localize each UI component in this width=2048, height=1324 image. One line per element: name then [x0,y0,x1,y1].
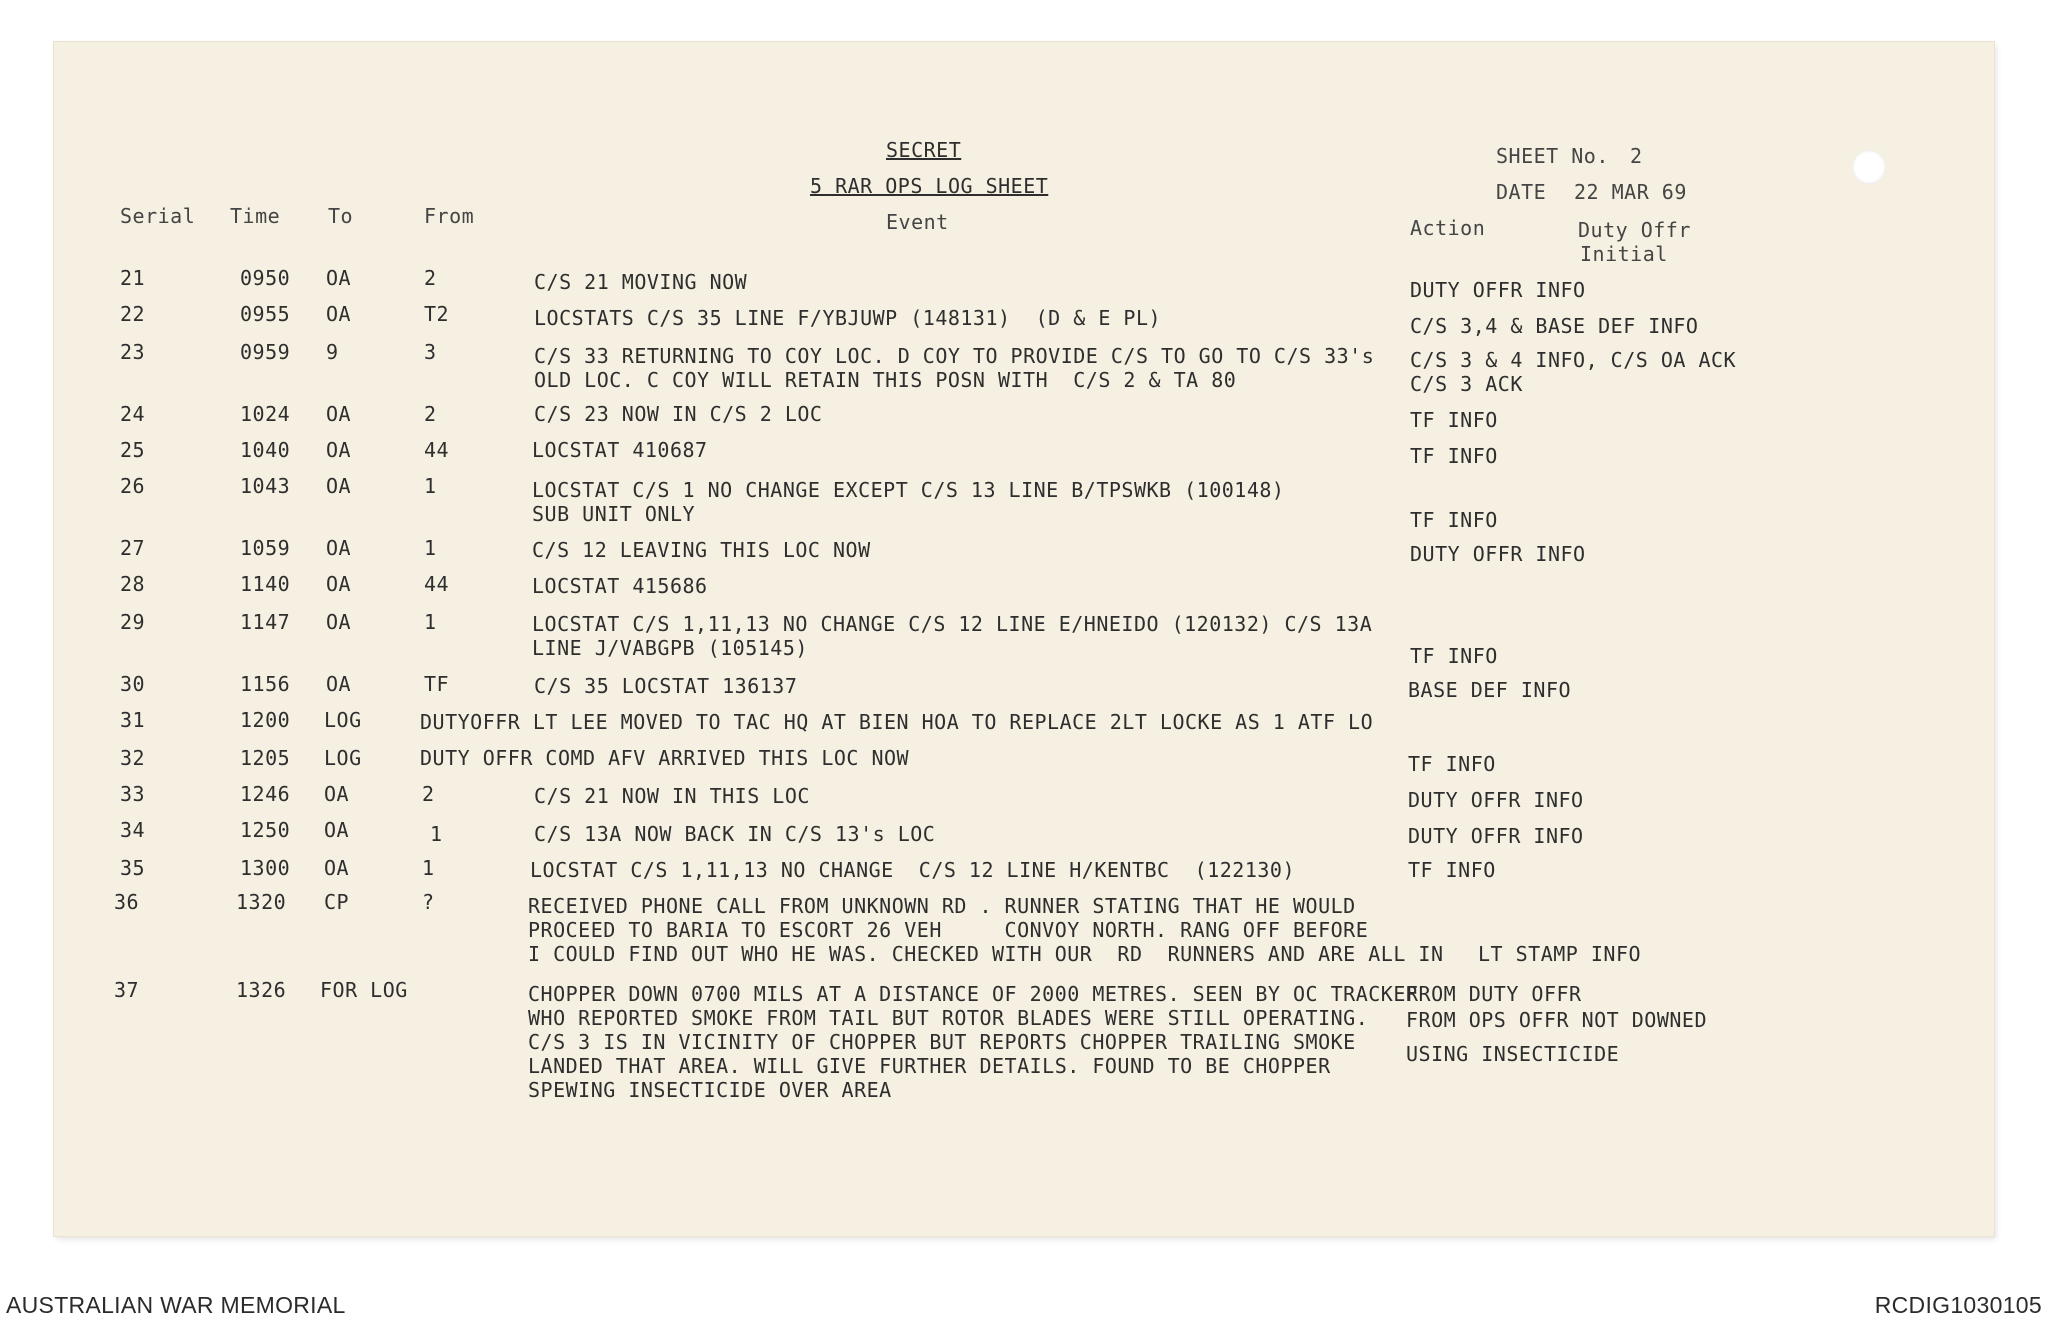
from-cell: 1 [424,536,437,560]
from-cell: 2 [422,782,435,806]
time-cell: 1246 [240,782,291,806]
time-cell: 1140 [240,572,291,596]
serial-cell: 37 [114,978,140,1002]
log-row [54,402,1994,432]
action-cell: TF INFO [1408,858,1496,882]
log-row [54,746,1994,776]
event-cell-line2: LINE J/VABGPB (105145) [532,636,808,660]
to-cell: LOG [324,708,362,732]
serial-cell: 22 [120,302,146,326]
col-action-header: Action [1410,216,1486,240]
action-cell: DUTY OFFR INFO [1410,542,1586,566]
serial-cell: 28 [120,572,146,596]
time-cell: 1059 [240,536,291,560]
action-cell-line2: C/S 3 ACK [1410,372,1523,396]
action-cell: BASE DEF INFO [1408,678,1572,702]
serial-cell: 31 [120,708,146,732]
date-value: 22 MAR 69 [1574,180,1687,204]
time-cell: 1043 [240,474,291,498]
event-cell: DUTYOFFR LT LEE MOVED TO TAC HQ AT BIEN HOA TO REPLACE 2LT LOCKE AS 1 ATF LO [420,710,1374,734]
event-cell-line2: OLD LOC. C COY WILL RETAIN THIS POSN WITH C/S 2 & TA 80 [534,368,1237,392]
to-cell: LOG [324,746,362,770]
serial-cell: 33 [120,782,146,806]
event-cell-line3: C/S 3 IS IN VICINITY OF CHOPPER BUT REPORTS CHOPPER TRAILING SMOKE [528,1030,1356,1054]
log-row [54,818,1994,848]
time-cell: 1326 [236,978,287,1002]
log-row [54,536,1994,566]
serial-cell: 27 [120,536,146,560]
from-cell: TF [424,672,450,696]
event-cell: C/S 21 MOVING NOW [534,270,748,294]
from-cell: 1 [430,822,443,846]
action-cell: C/S 3 & 4 INFO, C/S OA ACK [1410,348,1737,372]
time-cell: 1320 [236,890,287,914]
log-row [54,302,1994,338]
col-event-header: Event [886,210,949,234]
event-cell: LOCSTAT C/S 1,11,13 NO CHANGE C/S 12 LINE H/KENTBC (122130) [530,858,1296,882]
serial-cell: 24 [120,402,146,426]
log-row [54,708,1994,732]
time-cell: 1040 [240,438,291,462]
event-cell-line4: LANDED THAT AREA. WILL GIVE FURTHER DETAILS. FOUND TO BE CHOPPER [528,1054,1331,1078]
punch-hole [1852,150,1886,184]
to-cell: OA [324,782,350,806]
date-label: DATE [1496,180,1547,204]
time-cell: 1147 [240,610,291,634]
to-cell: OA [326,402,352,426]
to-cell: OA [326,672,352,696]
log-row [54,782,1994,812]
to-cell: OA [326,572,352,596]
to-cell: OA [326,438,352,462]
serial-cell: 34 [120,818,146,842]
serial-cell: 32 [120,746,146,770]
action-cell: C/S 3,4 & BASE DEF INFO [1410,314,1699,338]
from-cell: 3 [424,340,437,364]
to-cell: OA [326,536,352,560]
event-cell: RECEIVED PHONE CALL FROM UNKNOWN RD . RUNNER STATING THAT HE WOULD [528,894,1356,918]
log-row [54,474,1994,532]
event-cell-line3: I COULD FIND OUT WHO HE WAS. CHECKED WITH OUR RD RUNNERS AND ARE ALL IN [528,942,1444,966]
from-cell: 44 [424,438,450,462]
action-cell: TF INFO [1410,444,1498,468]
to-cell: CP [324,890,350,914]
serial-cell: 23 [120,340,146,364]
time-cell: 1205 [240,746,291,770]
serial-cell: 25 [120,438,146,462]
time-cell: 1024 [240,402,291,426]
action-cell-line3: LT STAMP INFO [1478,942,1642,966]
ops-log-sheet [54,42,1994,1236]
time-cell: 0955 [240,302,291,326]
document-title: 5 RAR OPS LOG SHEET [810,174,1049,198]
serial-cell: 30 [120,672,146,696]
action-cell: DUTY OFFR INFO [1408,788,1584,812]
to-cell: OA [326,610,352,634]
to-cell: OA [324,818,350,842]
event-cell: C/S 21 NOW IN THIS LOC [534,784,810,808]
action-cell: DUTY OFFR INFO [1408,824,1584,848]
event-cell: LOCSTAT C/S 1,11,13 NO CHANGE C/S 12 LINE E/HNEIDO (120132) C/S 13A [532,612,1373,636]
serial-cell: 35 [120,856,146,880]
to-cell: OA [324,856,350,880]
serial-cell: 29 [120,610,146,634]
time-cell: 0959 [240,340,291,364]
to-cell: OA [326,266,352,290]
serial-cell: 21 [120,266,146,290]
log-row [54,856,1994,880]
col-to-header: To [328,204,354,228]
from-cell: 2 [424,266,437,290]
serial-cell: 36 [114,890,140,914]
from-cell: 1 [424,474,437,498]
col-initial-header: Initial [1580,242,1668,266]
action-cell-line3: USING INSECTICIDE [1406,1042,1620,1066]
event-cell: LOCSTAT 410687 [532,438,708,462]
to-cell: 9 [326,340,339,364]
event-cell: LOCSTATS C/S 35 LINE F/YBJUWP (148131) (D & E PL) [534,306,1162,330]
log-row [54,572,1994,596]
log-row [54,438,1994,468]
time-cell: 1250 [240,818,291,842]
action-cell: TF INFO [1410,408,1498,432]
to-cell: OA [326,474,352,498]
event-cell-line2: WHO REPORTED SMOKE FROM TAIL BUT ROTOR BLADES WERE STILL OPERATING. [528,1006,1369,1030]
to-cell: OA [326,302,352,326]
log-row [54,266,1994,302]
event-cell: LOCSTAT C/S 1 NO CHANGE EXCEPT C/S 13 LINE B/TPSWKB (100148) [532,478,1285,502]
log-row [54,978,1994,1102]
action-cell-line2: FROM OPS OFFR NOT DOWNED [1406,1008,1707,1032]
action-cell: DUTY OFFR INFO [1410,278,1586,302]
event-cell-line2: PROCEED TO BARIA TO ESCORT 26 VEH CONVOY NORTH. RANG OFF BEFORE [528,918,1369,942]
serial-cell: 26 [120,474,146,498]
event-cell: LOCSTAT 415686 [532,574,708,598]
event-cell: CHOPPER DOWN 0700 MILS AT A DISTANCE OF 2000 METRES. SEEN BY OC TRACKER [528,982,1419,1006]
archive-credit: AUSTRALIAN WAR MEMORIAL [6,1292,346,1318]
event-cell: DUTY OFFR COMD AFV ARRIVED THIS LOC NOW [420,746,910,770]
from-cell: 44 [424,572,450,596]
to-cell: FOR LOG [320,978,408,1002]
event-cell: C/S 33 RETURNING TO COY LOC. D COY TO PROVIDE C/S TO GO TO C/S 33's [534,344,1375,368]
action-cell-line2: TF INFO [1410,508,1498,532]
col-serial-header: Serial [120,204,196,228]
log-row [54,890,1994,966]
event-cell-line5: SPEWING INSECTICIDE OVER AREA [528,1078,892,1102]
action-cell: FROM DUTY OFFR [1406,982,1582,1006]
sheet-number-label: SHEET No. [1496,144,1609,168]
from-cell: T2 [424,302,450,326]
from-cell: 2 [424,402,437,426]
log-row [54,610,1994,668]
log-row [54,672,1994,702]
from-cell: ? [422,890,435,914]
event-cell: C/S 23 NOW IN C/S 2 LOC [534,402,823,426]
action-cell: TF INFO [1408,752,1496,776]
action-cell-line2: TF INFO [1410,644,1498,668]
time-cell: 0950 [240,266,291,290]
event-cell: C/S 13A NOW BACK IN C/S 13's LOC [534,822,936,846]
col-duty-offr-header: Duty Offr [1578,218,1691,242]
event-cell-line2: SUB UNIT ONLY [532,502,696,526]
col-time-header: Time [230,204,281,228]
col-from-header: From [424,204,475,228]
time-cell: 1200 [240,708,291,732]
event-cell: C/S 35 LOCSTAT 136137 [534,674,798,698]
time-cell: 1156 [240,672,291,696]
time-cell: 1300 [240,856,291,880]
event-cell: C/S 12 LEAVING THIS LOC NOW [532,538,871,562]
archive-reference: RCDIG1030105 [1874,1292,2042,1318]
from-cell: 1 [424,610,437,634]
classification-heading: SECRET [886,138,962,162]
from-cell: 1 [422,856,435,880]
sheet-number-value: 2 [1630,144,1643,168]
log-row [54,340,1994,396]
